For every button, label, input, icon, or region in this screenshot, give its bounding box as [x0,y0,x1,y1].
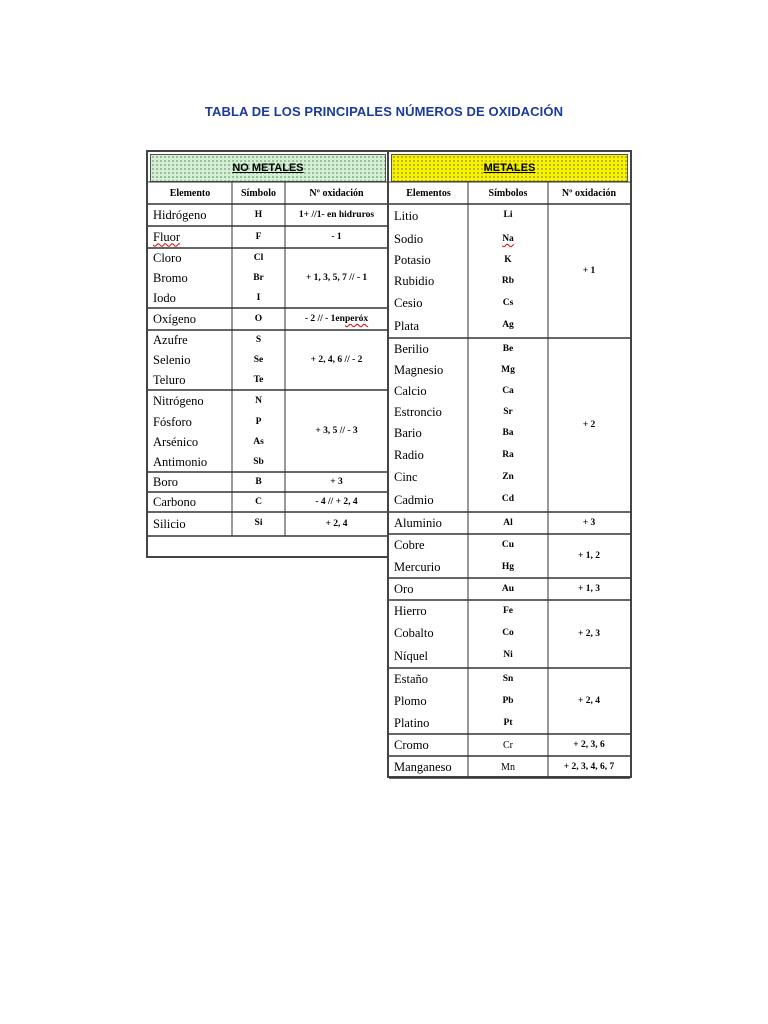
page-title: TABLA DE LOS PRINCIPALES NÚMEROS DE OXIDACIÓN [204,104,564,119]
oxidation-number: + 3 [330,477,343,487]
element-name: Boro [153,474,178,489]
element-symbol: S [255,335,262,345]
oxidation-number: + 1, 2 [577,551,601,561]
oxidation-number: + 2, 4 [577,696,601,706]
element-symbol: Sr [503,407,513,417]
element-symbol: Ag [502,320,514,330]
element-name: Plata [394,318,419,333]
oxidation-number: + 3 [582,518,596,528]
column-header: Elementos [406,187,451,199]
element-symbol: Hg [501,562,515,572]
element-symbol: Pt [503,718,513,728]
element-name: Rubidio [394,273,435,288]
element-symbol: Se [253,355,264,365]
column-header: Elemento [169,187,211,199]
element-name: Hidrógeno [153,207,207,222]
no-metales-table [146,150,390,558]
element-symbol: As [253,437,264,447]
element-name: Radio [394,447,424,462]
oxidation-number: 1+ //1- en hidruros [298,210,375,220]
oxidation-number: + 1, 3 [577,584,601,594]
element-name: Hierro [394,603,427,618]
element-symbol: Fe [502,606,514,616]
element-name: Estaño [394,671,429,686]
element-symbol: Li [503,210,513,220]
element-symbol: Pb [502,696,514,706]
element-name: Nitrógeno [153,393,204,408]
element-name: Bario [394,425,422,440]
oxidation-number: + 3, 5 // - 3 [315,426,358,436]
column-header: Símbolos [488,187,528,199]
element-name: Bromo [153,270,188,285]
element-symbol: Ni [503,650,513,660]
element-name: Plomo [394,693,427,708]
element-symbol: O [254,314,263,324]
table-rules [148,152,388,538]
element-name: Aluminio [394,515,442,530]
table-rules [389,152,630,780]
element-symbol: Zn [502,472,514,482]
element-name: Estroncio [394,404,442,419]
element-symbol: Si [254,518,263,528]
element-symbol: Cr [503,739,513,751]
oxidation-number: + 2, 3, 6 [573,740,605,750]
element-name: Platino [394,715,430,730]
element-name: Potasio [394,252,431,267]
element-symbol: Au [501,584,515,594]
element-symbol: N [255,396,262,406]
element-symbol: Ca [502,386,514,396]
element-symbol: Ba [502,428,514,438]
element-name: Fósforo [153,414,192,429]
metales-table [387,150,632,778]
element-name: Cromo [394,737,429,752]
element-symbol: K [504,255,512,265]
column-header: Nº oxidación [561,187,617,199]
oxidation-number: - 2 // - 1en peróx [304,314,369,324]
element-symbol: Mg [501,365,515,375]
oxidation-number: - 1 [331,232,342,242]
element-symbol: Sb [253,457,264,467]
no-metales-grid [148,152,388,556]
spellcheck-mark: Na [502,234,514,244]
element-symbol: Rb [501,276,515,286]
element-name: Cobre [394,537,425,552]
element-name: Litio [394,208,419,223]
element-name: Antimonio [153,454,208,469]
oxidation-number: + 2, 4, 6 // - 2 [310,355,363,365]
metales-header: METALES [391,154,628,182]
element-symbol: B [255,477,262,487]
oxidation-number: + 2, 4 [325,519,348,529]
oxidation-number: - 4 // + 2, 4 [315,497,358,507]
element-name: Cadmio [394,492,434,507]
oxidation-number: + 2, 3, 4, 6, 7 [563,762,615,772]
element-name: Azufre [153,332,188,347]
element-name: Calcio [394,383,427,398]
oxidation-number: + 2 [582,420,596,430]
element-name: Selenio [153,352,191,367]
element-name: Magnesio [394,362,444,377]
spellcheck-mark: peróx [344,314,369,324]
element-symbol: Te [253,375,264,385]
oxidation-number: + 2, 3 [577,629,601,639]
column-header: Símbolo [240,187,276,199]
element-name: Carbono [153,494,197,509]
element-symbol: Sn [502,674,514,684]
element-symbol: F [255,232,262,242]
element-symbol: Be [502,344,514,354]
element-name: Cobalto [394,625,434,640]
element-symbol: Ra [502,450,514,460]
element-symbol: I [256,293,261,303]
spellcheck-mark: Fluor [153,229,181,244]
element-name: Arsénico [153,434,199,449]
element-name: Cesio [394,295,423,310]
element-name: Sodio [394,231,424,246]
oxidation-number: + 1, 3, 5, 7 // - 1 [305,273,368,283]
element-symbol: Cl [253,253,264,263]
element-name: Silicio [153,516,186,531]
element-symbol: Cs [502,298,514,308]
element-symbol: P [255,417,262,427]
column-header: Nº oxidación [309,187,364,199]
element-symbol: C [255,497,262,507]
element-symbol: Cu [501,540,515,550]
element-name: Cloro [153,250,182,265]
element-name: Níquel [394,648,429,663]
metales-grid [389,152,630,776]
element-symbol: H [254,210,263,220]
element-symbol: Co [502,628,514,638]
element-symbol: Cd [501,494,515,504]
element-name: Mercurio [394,559,441,574]
element-name: Oxígeno [153,311,197,326]
oxidation-number: + 1 [582,266,596,276]
element-name: Cinc [394,469,418,484]
element-symbol: Mn [501,761,515,773]
element-name: Berilio [394,341,429,356]
element-symbol: Br [253,273,264,283]
element-name: Teluro [153,372,186,387]
element-name: Manganeso [394,759,452,774]
no-metales-header: NO METALES [150,154,386,182]
element-symbol: Al [503,518,513,528]
element-name: Iodo [153,290,176,305]
element-name: Oro [394,581,414,596]
